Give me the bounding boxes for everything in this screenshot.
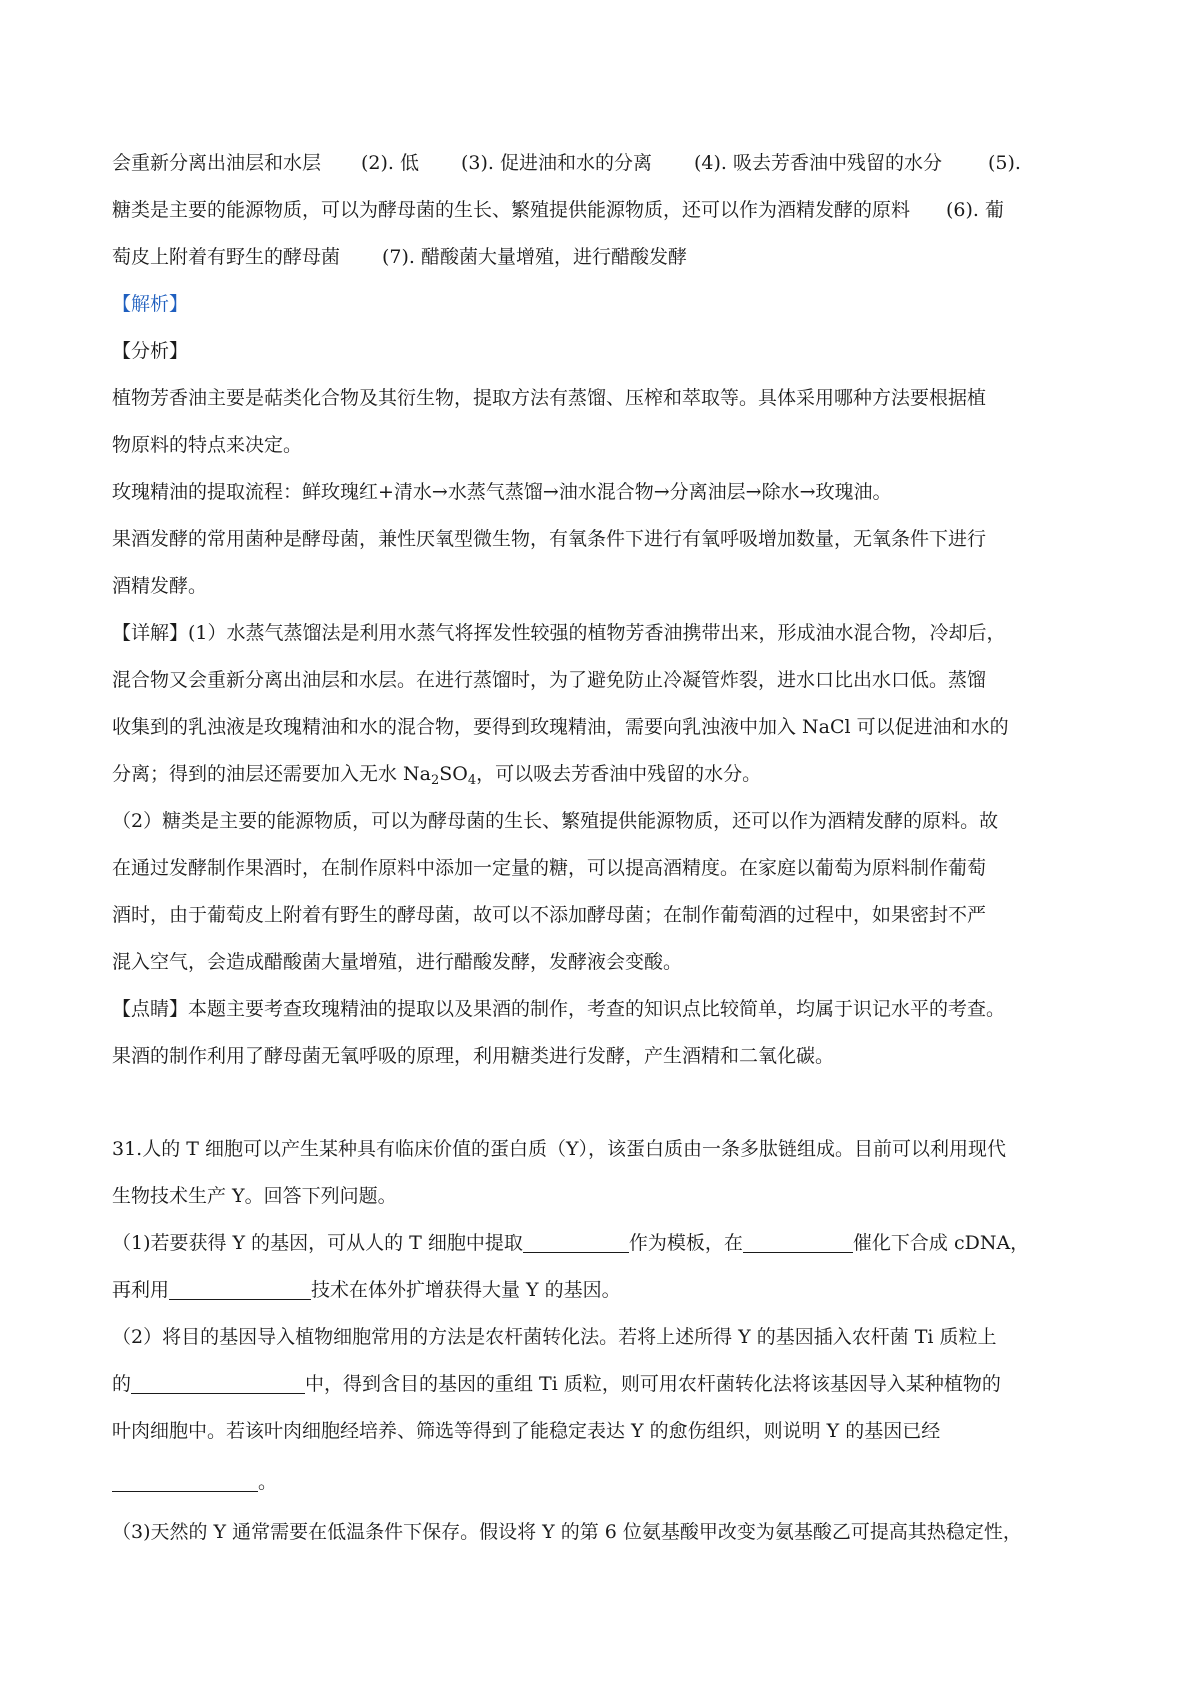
q31-text: （1)若要获得 Y 的基因，可从人的 T 细胞中提取	[112, 1232, 523, 1254]
fenxi-line: 玫瑰精油的提取流程：鲜玫瑰红+清水→水蒸气蒸馏→油水混合物→分离油层→除水→玫瑰油。	[112, 481, 892, 503]
answer-blank[interactable]	[169, 1278, 311, 1300]
answer-5-number: (5).	[988, 152, 1021, 174]
xiangjie-line: 在通过发酵制作果酒时，在制作原料中添加一定量的糖，可以提高酒精度。在家庭以葡萄为原料制作葡萄	[112, 857, 987, 879]
xiangjie-text: SO	[439, 763, 468, 785]
question-31-part-1	[112, 1267, 1102, 1314]
xiangjie-line: （2）糖类是主要的能源物质，可以为酵母菌的生长、繁殖提供能源物质，还可以作为酒精发酵的原料。故	[112, 810, 999, 832]
fenxi-line: 植物芳香油主要是萜类化合物及其衍生物，提取方法有蒸馏、压榨和萃取等。具体采用哪种方法要根据植	[112, 387, 987, 409]
answer-1-text: 会重新分离出油层和水层	[112, 152, 322, 174]
fenxi-heading: 【分析】	[112, 340, 189, 362]
fenxi-line: 物原料的特点来决定。	[112, 434, 303, 456]
document-page	[112, 140, 1102, 1556]
answer-line-2	[112, 187, 1102, 234]
answer-6-text: 萄皮上附着有野生的酵母菌	[112, 246, 341, 268]
answer-blank[interactable]	[112, 1470, 258, 1492]
question-31-stem: 生物技术生产 Y。回答下列问题。	[112, 1185, 397, 1207]
xiangjie-line: 【详解】(1）水蒸气蒸馏法是利用水蒸气将挥发性较强的植物芳香油携带出来，形成油水混合物，冷却后，	[112, 622, 1006, 644]
xiangjie-line: 酒时，由于葡萄皮上附着有野生的酵母菌，故可以不添加酵母菌；在制作葡萄酒的过程中，如果密封不严	[112, 904, 987, 926]
answer-blank[interactable]	[523, 1231, 629, 1253]
answer-3-text: (3). 促进油和水的分离	[461, 152, 653, 174]
q31-text: 的	[112, 1373, 132, 1395]
answer-4-text: (4). 吸去芳香油中残留的水分	[694, 152, 943, 174]
q31-text: 再利用	[112, 1279, 170, 1301]
dianjing-line: 果酒的制作利用了酵母菌无氧呼吸的原理，利用糖类进行发酵，产生酒精和二氧化碳。	[112, 1045, 835, 1067]
xiangjie-text: 分离；得到的油层还需要加入无水 Na	[112, 763, 431, 785]
jiexi-heading: 【解析】	[112, 293, 189, 315]
q31-text: 作为模板，在	[628, 1232, 743, 1254]
answer-line-3	[112, 234, 1102, 281]
dianjing-line: 【点睛】本题主要考查玫瑰精油的提取以及果酒的制作，考查的知识点比较简单，均属于识记水平的考查。	[112, 998, 1006, 1020]
question-31-part-2	[112, 1455, 1102, 1509]
question-31-stem: 31.人的 T 细胞可以产生某种具有临床价值的蛋白质（Y），该蛋白质由一条多肽链组成。目前可以利用现代	[112, 1138, 1007, 1160]
answer-blank[interactable]	[131, 1372, 305, 1394]
fenxi-line: 果酒发酵的常用菌种是酵母菌，兼性厌氧型微生物，有氧条件下进行有氧呼吸增加数量，无氧条件下进行	[112, 528, 987, 550]
q31-text: 。	[258, 1471, 278, 1493]
q31-text: 催化下合成 cDNA，	[852, 1232, 1030, 1254]
question-31-part-2	[112, 1361, 1102, 1408]
section-spacer	[112, 1080, 1102, 1126]
subscript: 2	[431, 773, 440, 788]
answer-2-text: (2). 低	[361, 152, 420, 174]
fenxi-line: 酒精发酵。	[112, 575, 208, 597]
q31-text: 技术在体外扩增获得大量 Y 的基因。	[311, 1279, 621, 1301]
xiangjie-line: 收集到的乳浊液是玫瑰精油和水的混合物，要得到玫瑰精油，需要向乳浊液中加入 NaCl 可以促进油和水的	[112, 716, 1009, 738]
xiangjie-line: 混合物又会重新分离出油层和水层。在进行蒸馏时，为了避免防止冷凝管炸裂，进水口比出水口低。蒸馏	[112, 669, 987, 691]
answer-line-1	[112, 140, 1102, 187]
answer-5-text: 糖类是主要的能源物质，可以为酵母菌的生长、繁殖提供能源物质，还可以作为酒精发酵的原料	[112, 199, 911, 221]
question-31-part-3: （3)天然的 Y 通常需要在低温条件下保存。假设将 Y 的第 6 位氨基酸甲改变为氨基酸乙可提高其热稳定性，	[112, 1521, 1022, 1543]
answer-6-start: (6). 葡	[946, 199, 1005, 221]
xiangjie-text: ，可以吸去芳香油中残留的水分。	[476, 763, 762, 785]
question-31-part-2: 叶肉细胞中。若该叶肉细胞经培养、筛选等得到了能稳定表达 Y 的愈伤组织，则说明 Y 的基因已经	[112, 1420, 941, 1442]
q31-text: 中，得到含目的基因的重组 Ti 质粒，则可用农杆菌转化法将该基因导入某种植物的	[305, 1373, 1001, 1395]
xiangjie-line	[112, 751, 1102, 798]
answer-7-text: (7). 醋酸菌大量增殖，进行醋酸发酵	[382, 246, 688, 268]
question-31-part-2: （2）将目的基因导入植物细胞常用的方法是农杆菌转化法。若将上述所得 Y 的基因插入农杆菌 Ti 质粒上	[112, 1326, 997, 1348]
answer-blank[interactable]	[743, 1231, 853, 1253]
question-31-part-1	[112, 1220, 1102, 1267]
subscript: 4	[467, 773, 477, 788]
xiangjie-line: 混入空气，会造成醋酸菌大量增殖，进行醋酸发酵，发酵液会变酸。	[112, 951, 683, 973]
